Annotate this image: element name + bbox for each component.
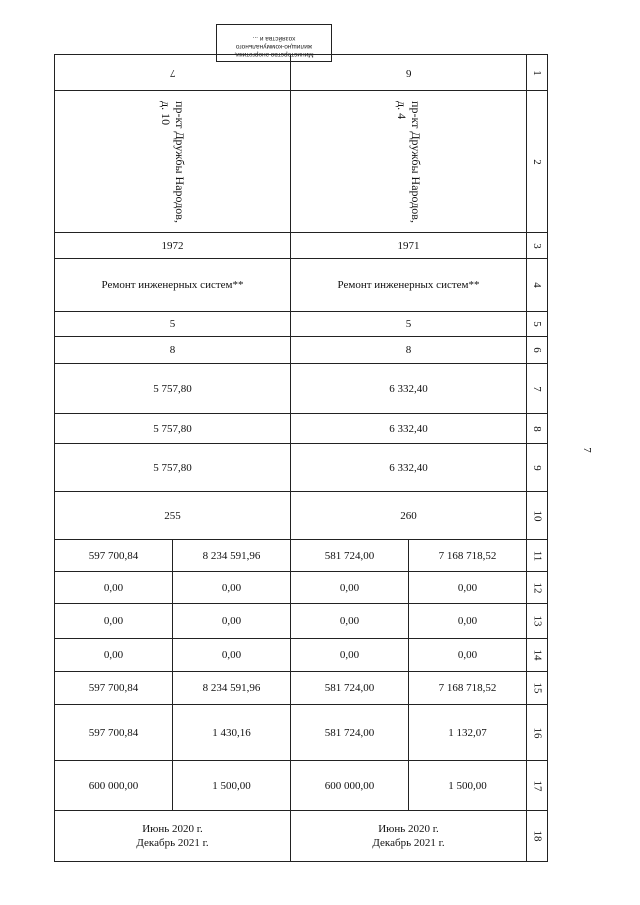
row-number: 1	[527, 55, 548, 91]
row-number: 3	[527, 233, 548, 259]
table-cell: 5	[55, 312, 291, 337]
table-cell: 600 000,00	[291, 761, 409, 811]
page-number: 7	[580, 447, 593, 453]
year-cell: 1971	[291, 233, 527, 259]
table-cell: 0,00	[409, 639, 527, 672]
table-cell: 260	[291, 492, 527, 540]
table-row	[55, 364, 548, 414]
table-cell: 0,00	[55, 604, 173, 639]
table-cell: 255	[55, 492, 291, 540]
table-cell: 0,00	[291, 639, 409, 672]
table-row	[55, 811, 548, 862]
object-number-cell: 7	[55, 55, 291, 91]
row-number: 13	[527, 604, 548, 639]
table-row	[55, 672, 548, 705]
table-cell: 5 757,80	[55, 364, 291, 414]
table-cell: 600 000,00	[55, 761, 173, 811]
table-cell: 581 724,00	[291, 705, 409, 761]
table-cell: 0,00	[291, 572, 409, 604]
table-row	[55, 337, 548, 364]
stamp-line: жилищно-коммунального	[235, 43, 313, 50]
table-cell: 7 168 718,52	[409, 672, 527, 705]
table-cell: 5	[291, 312, 527, 337]
period-cell: Июнь 2020 г. Декабрь 2021 г.	[291, 811, 527, 862]
address-cell	[291, 91, 527, 233]
table-cell: 581 724,00	[291, 540, 409, 572]
table-cell: 0,00	[409, 604, 527, 639]
row-number: 10	[527, 492, 548, 540]
address-text: пр-кт Дружбы Народов, д. 10	[158, 100, 187, 223]
period-cell: Июнь 2020 г. Декабрь 2021 г.	[55, 811, 291, 862]
row-number: 12	[527, 572, 548, 604]
table-cell: 8 234 591,96	[173, 540, 291, 572]
table-row	[55, 639, 548, 672]
table-cell: 0,00	[173, 639, 291, 672]
table-cell: 8 234 591,96	[173, 672, 291, 705]
table-cell: 1 430,16	[173, 705, 291, 761]
table-cell: 0,00	[173, 572, 291, 604]
row-number: 11	[527, 540, 548, 572]
table-row	[55, 604, 548, 639]
stamp-line: хозяйства и ...	[252, 35, 296, 42]
address-cell	[55, 91, 291, 233]
table-cell: 8	[55, 337, 291, 364]
table-cell: 6 332,40	[291, 414, 527, 444]
row-number: 14	[527, 639, 548, 672]
row-number: 6	[527, 337, 548, 364]
row-number: 8	[527, 414, 548, 444]
table-cell: 5 757,80	[55, 414, 291, 444]
table-row	[55, 572, 548, 604]
row-number: 9	[527, 444, 548, 492]
table-cell: 0,00	[409, 572, 527, 604]
row-number: 17	[527, 761, 548, 811]
table-cell: 5 757,80	[55, 444, 291, 492]
table-row	[55, 312, 548, 337]
row-number: 18	[527, 811, 548, 862]
table-cell: 0,00	[55, 639, 173, 672]
table-cell: 8	[291, 337, 527, 364]
table-row	[55, 705, 548, 761]
row-number: 7	[527, 364, 548, 414]
table-row	[55, 91, 548, 233]
object-number-cell: 6	[291, 55, 527, 91]
table-cell: 597 700,84	[55, 672, 173, 705]
table-cell: 6 332,40	[291, 364, 527, 414]
row-number: 5	[527, 312, 548, 337]
address-text: пр-кт Дружбы Народов, д. 4	[394, 100, 423, 223]
table-row	[55, 540, 548, 572]
row-number: 15	[527, 672, 548, 705]
table-cell: 1 500,00	[409, 761, 527, 811]
table-cell: 1 132,07	[409, 705, 527, 761]
row-number: 2	[527, 91, 548, 233]
row-number: 16	[527, 705, 548, 761]
table-row	[55, 761, 548, 811]
table-row	[55, 233, 548, 259]
work-type-cell: Ремонт инженерных систем**	[55, 259, 291, 312]
register-table	[54, 54, 548, 862]
table-row	[55, 259, 548, 312]
table-cell: 581 724,00	[291, 672, 409, 705]
table-cell: 7 168 718,52	[409, 540, 527, 572]
table-cell: 0,00	[173, 604, 291, 639]
table-cell: 597 700,84	[55, 540, 173, 572]
table-row	[55, 444, 548, 492]
table-cell: 6 332,40	[291, 444, 527, 492]
table-cell: 0,00	[55, 572, 173, 604]
stamp-line: Министерство энергетики,	[234, 51, 314, 58]
table-cell: 0,00	[291, 604, 409, 639]
table-cell: 597 700,84	[55, 705, 173, 761]
work-type-cell: Ремонт инженерных систем**	[291, 259, 527, 312]
year-cell: 1972	[55, 233, 291, 259]
table-cell: 1 500,00	[173, 761, 291, 811]
table-row	[55, 414, 548, 444]
row-number: 4	[527, 259, 548, 312]
table-row	[55, 55, 548, 91]
table-row	[55, 492, 548, 540]
